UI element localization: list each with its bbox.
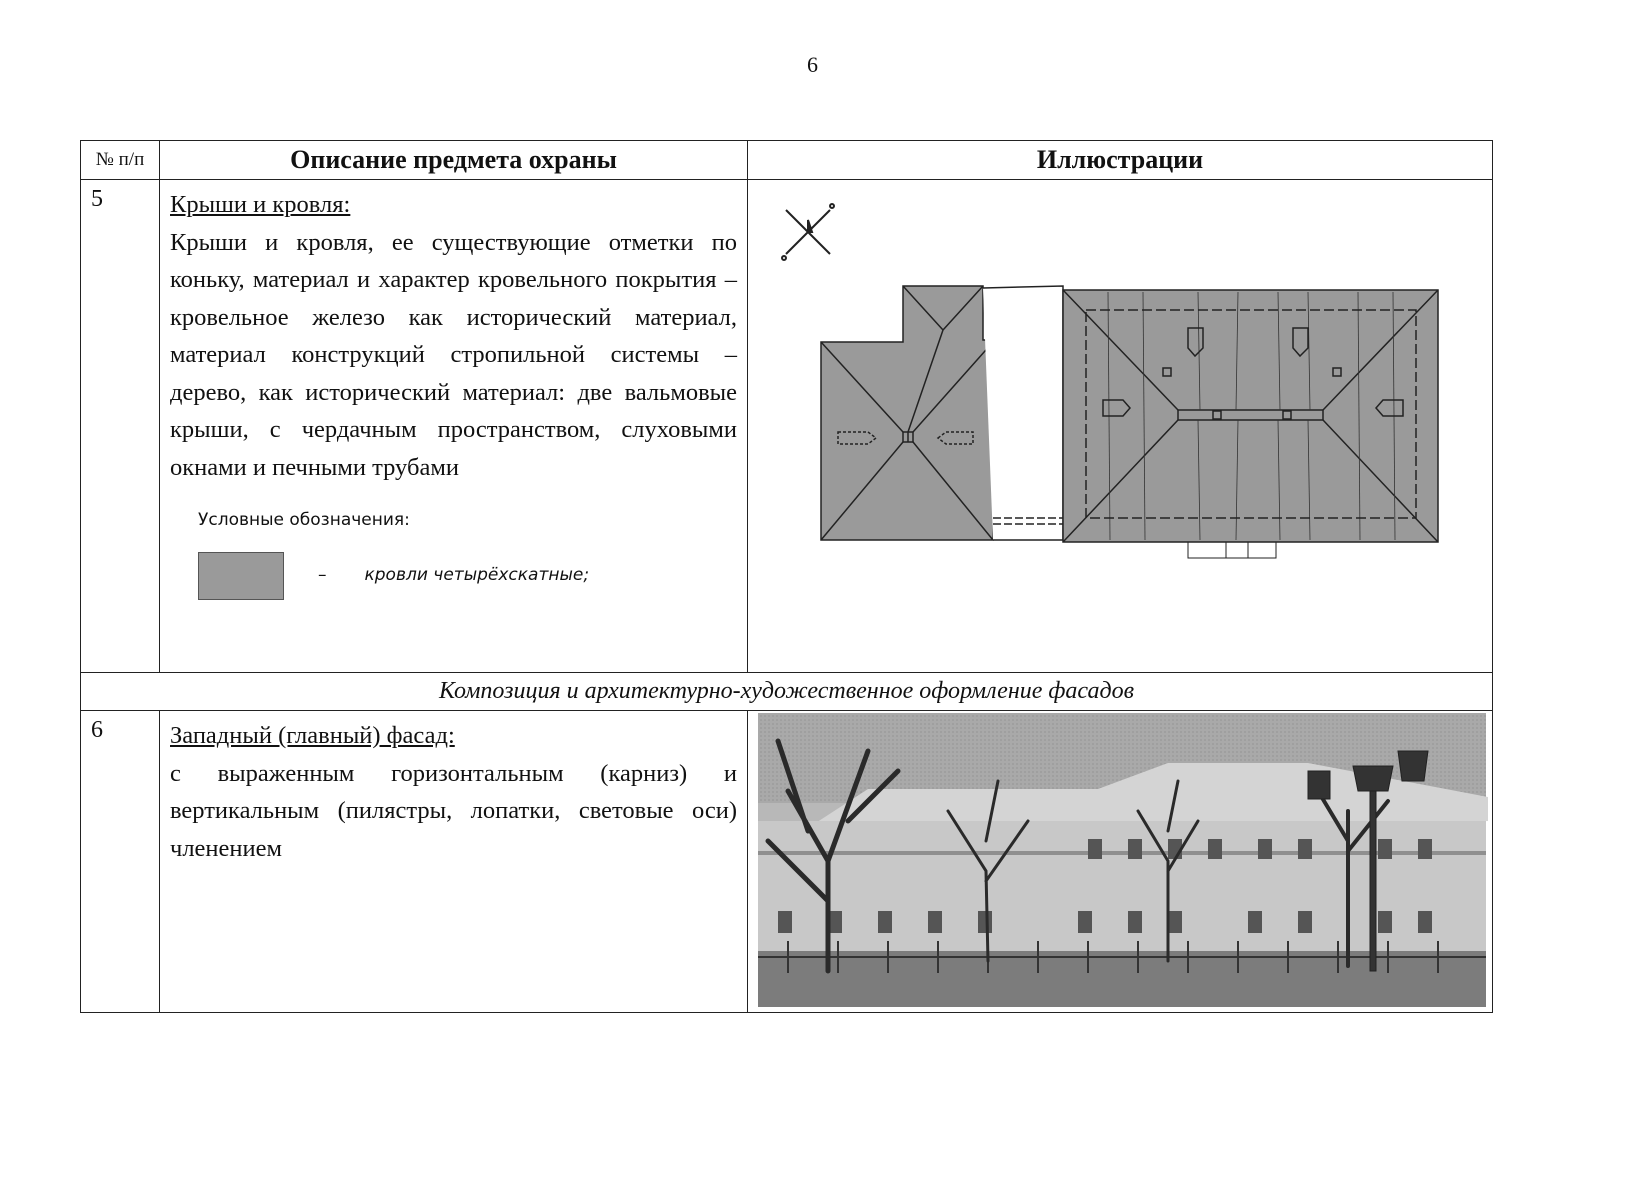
header-row [81,141,1493,180]
legend-dash: – [318,565,327,586]
section-row [81,673,1493,711]
description-cell [160,711,748,1013]
connector-block [983,286,1063,540]
table-row [81,180,1493,673]
header-num: № п/п [81,141,160,180]
legend-label: кровли четырёхскатные; [364,565,590,586]
porch-outline [1188,542,1276,558]
page-number: 6 [807,52,818,77]
legend-title: Условные обозначения: [198,510,410,530]
row-title: Крыши и кровля: [170,191,351,218]
facade-photo-cell [748,711,1493,1013]
facade-photo [748,711,1493,1011]
legend-item [198,552,737,600]
compass-icon [782,204,834,260]
roof-plan-cell [748,180,1493,673]
description-cell [160,180,748,673]
header-illustrations: Иллюстрации [748,141,1493,180]
header-description: Описание предмета охраны [160,141,748,180]
row-title: Западный (главный) фасад: [170,722,455,749]
legend-swatch [198,552,284,600]
row-number: 5 [81,180,160,673]
section-heading: Композиция и архитектурно-художественное оформление фасадов [81,673,1493,711]
upper-windows [1088,839,1432,859]
roof-plan-drawing [748,180,1493,660]
right-roof [1063,290,1438,542]
row-number: 6 [81,711,160,1013]
row-text: с выраженным горизонтальным (карниз) и вертикальным (пилястры, лопатки, световые оси) членением [170,759,737,862]
row-text: Крыши и кровля, ее существующие отметки по коньку, материал и характер кровельного покрытия – кровельное железо как исторический материал, материал конструкций стропильной системы – дерево, как исторический материал: две вальмовые крыши, с чердачным пространством, слуховыми окнами и печными трубами [170,228,737,481]
left-roof [821,286,993,540]
table-row [81,711,1493,1013]
protection-table [80,140,1493,1013]
